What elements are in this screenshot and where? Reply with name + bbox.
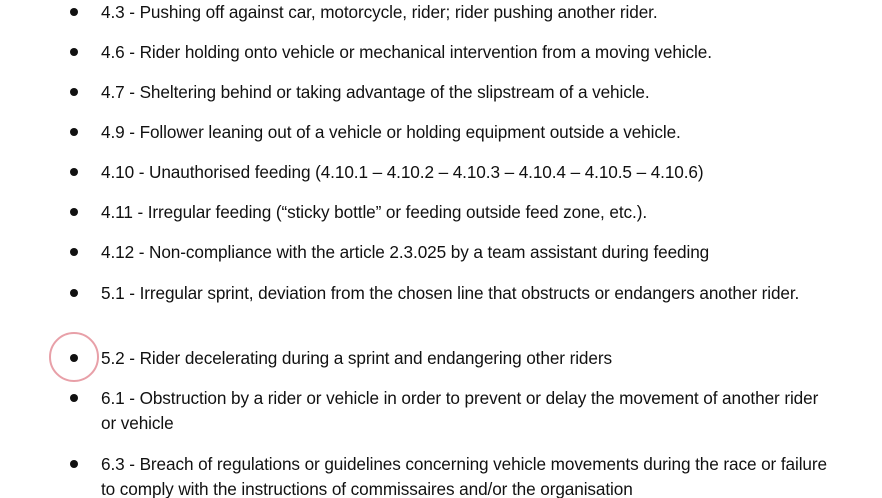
list-item-text: 4.9 - Follower leaning out of a vehicle or holding equipment outside a vehicle. — [101, 122, 681, 142]
list-item-text: 4.6 - Rider holding onto vehicle or mechanical intervention from a moving vehicle. — [101, 42, 712, 62]
list-item-text: 6.1 - Obstruction by a rider or vehicle in order to prevent or delay the movement of another rider or vehicle — [101, 388, 819, 433]
bullet-icon — [70, 88, 78, 96]
list-item-text: 4.11 - Irregular feeding (“sticky bottle” or feeding outside feed zone, etc.). — [101, 202, 647, 222]
bullet-icon — [70, 208, 78, 216]
list-item-text: 4.10 - Unauthorised feeding (4.10.1 – 4.10.2 – 4.10.3 – 4.10.4 – 4.10.5 – 4.10.6) — [101, 162, 704, 182]
bullet-icon — [70, 48, 78, 56]
bullet-icon — [70, 289, 78, 297]
list-item-text: 4.3 - Pushing off against car, motorcycle, rider; rider pushing another rider. — [101, 2, 658, 22]
bullet-icon — [70, 248, 78, 256]
bullet-icon — [70, 128, 78, 136]
bullet-icon — [70, 460, 78, 468]
bullet-icon — [70, 168, 78, 176]
list-item-text: 4.7 - Sheltering behind or taking advantage of the slipstream of a vehicle. — [101, 82, 650, 102]
click-indicator-icon — [49, 332, 99, 382]
list-item-text: 5.2 - Rider decelerating during a sprint and endangering other riders — [101, 348, 612, 368]
list-item-text: 5.1 - Irregular sprint, deviation from the chosen line that obstructs or endangers another rider. — [101, 283, 800, 303]
bullet-icon — [70, 394, 78, 402]
list-item-text: 4.12 - Non-compliance with the article 2.3.025 by a team assistant during feeding — [101, 242, 710, 262]
bullet-icon — [70, 8, 78, 16]
list-item-text: 6.3 - Breach of regulations or guidelines concerning vehicle movements during the race or failure to comply with the instructions of commissaires and/or the organisation — [101, 454, 827, 498]
